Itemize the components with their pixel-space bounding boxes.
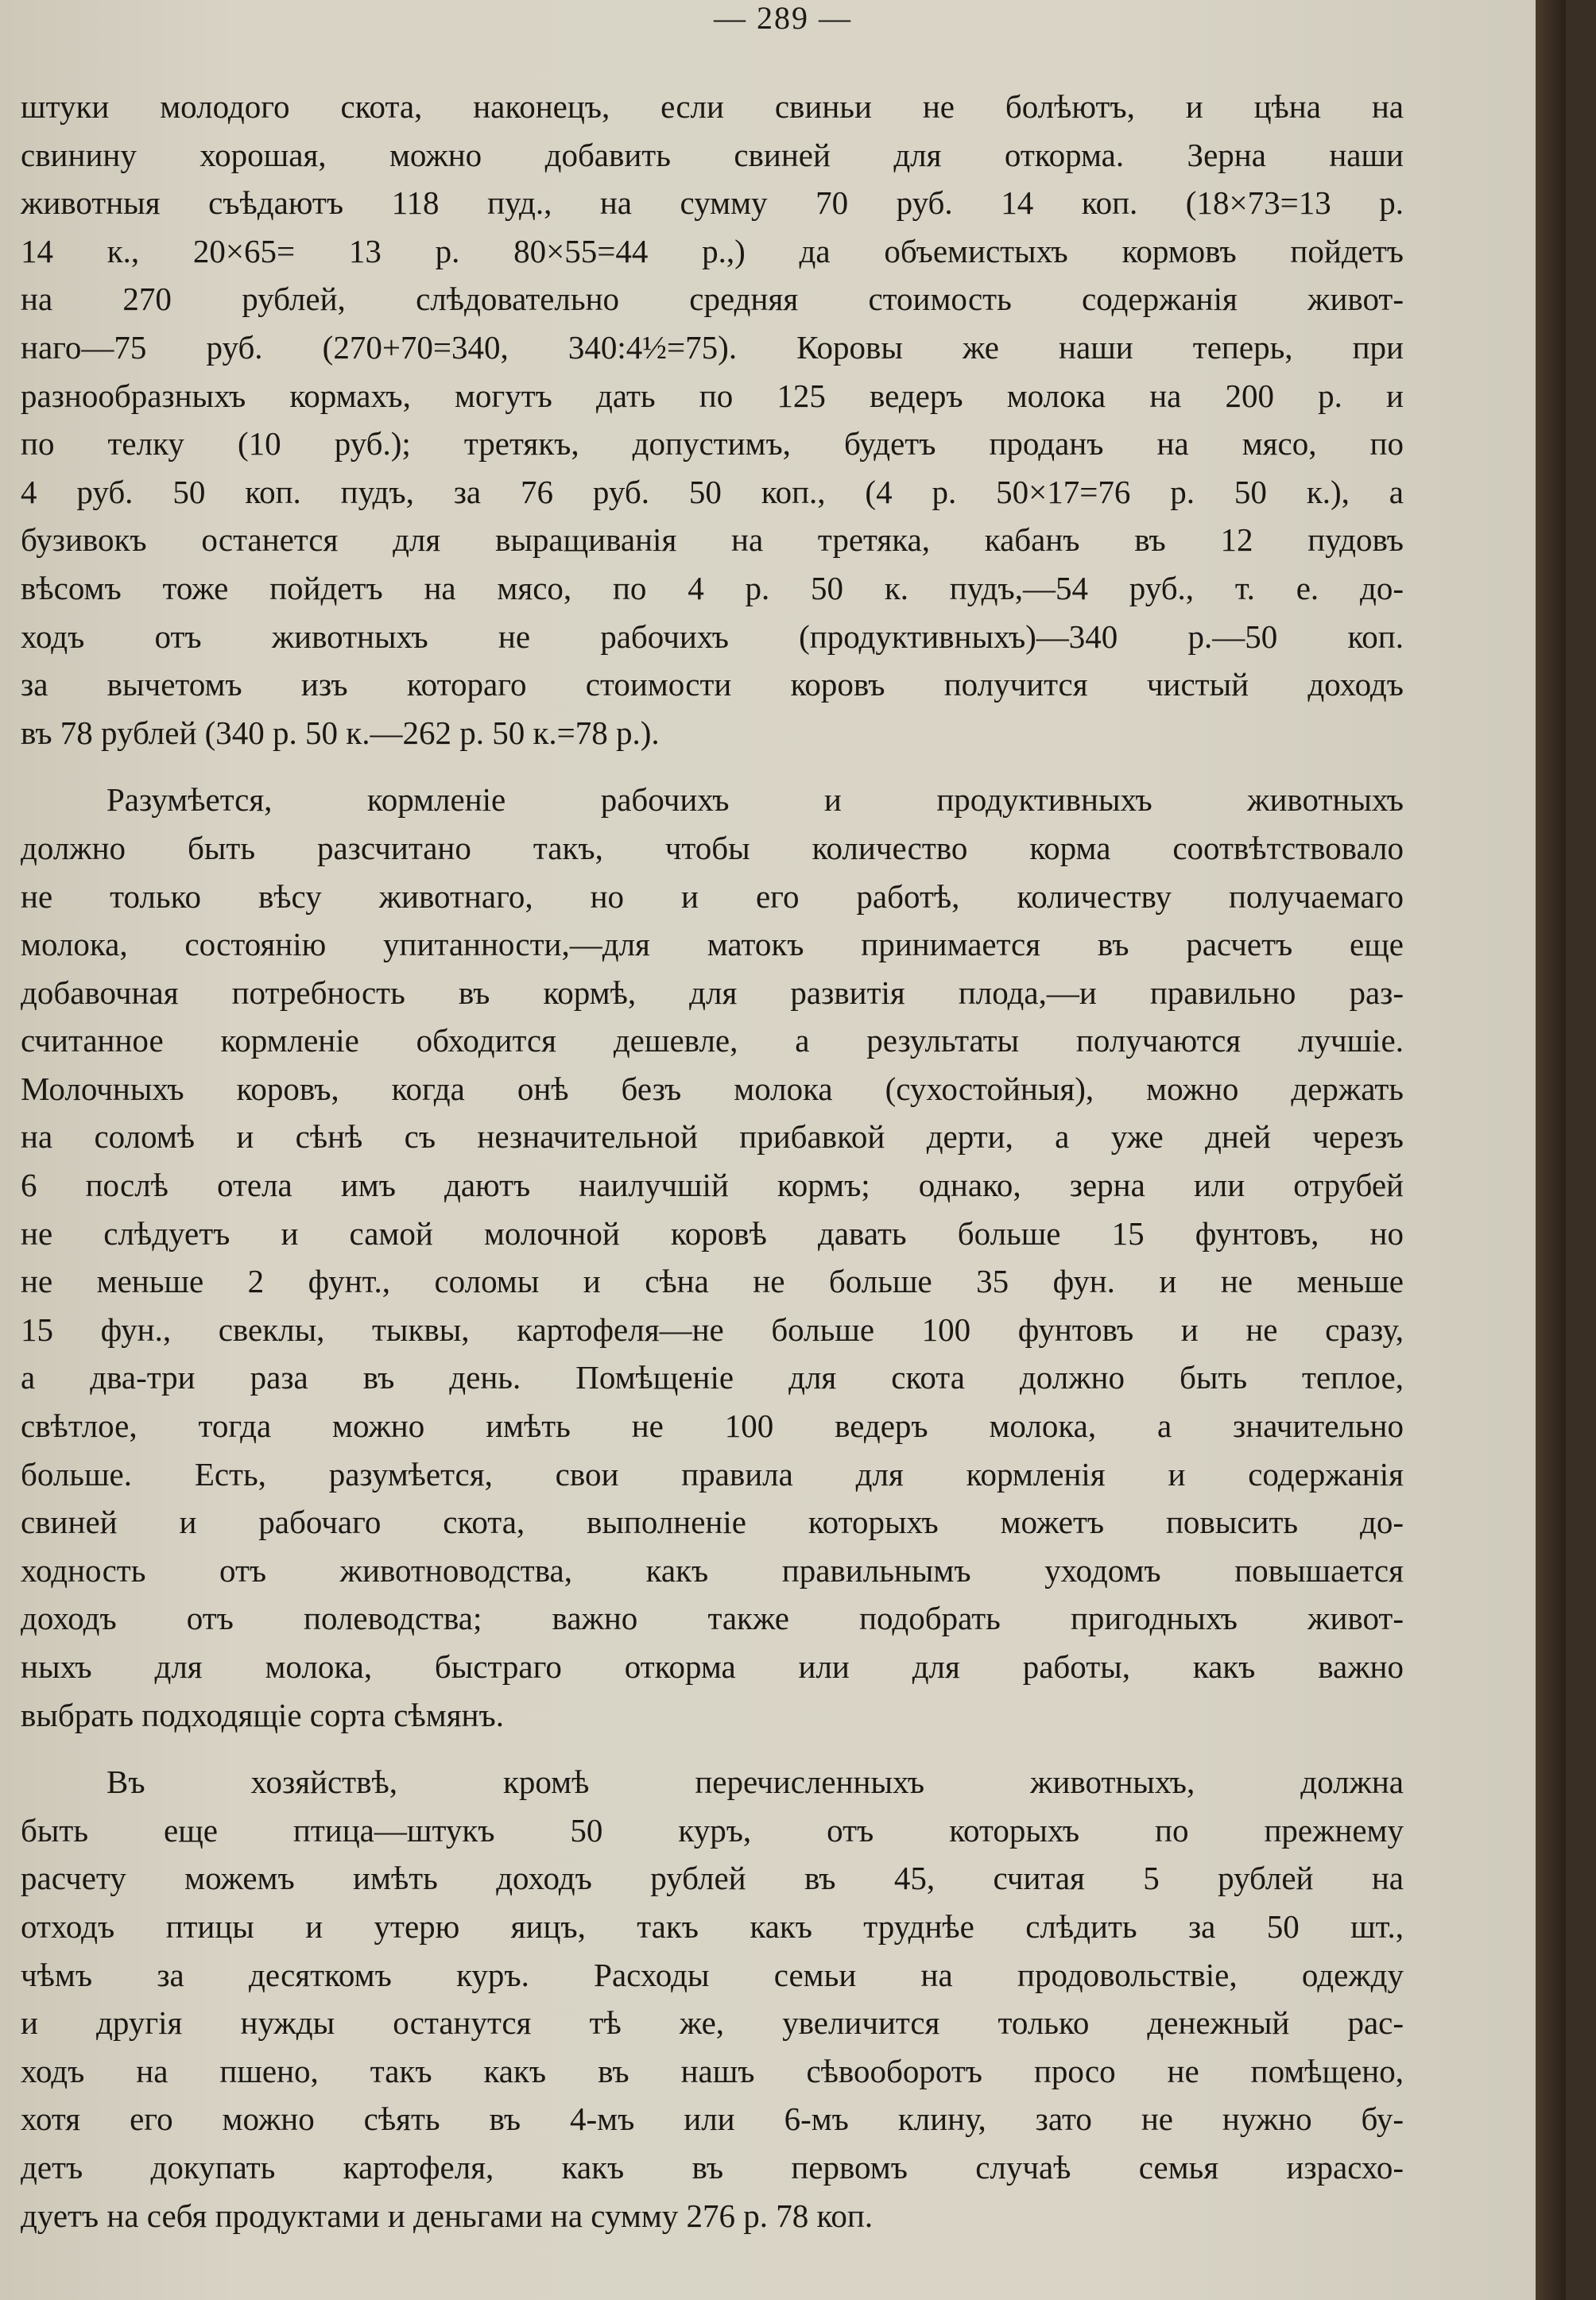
paragraph-2: [21, 776, 1404, 1739]
text-line: больше. Есть, разумѣется, свои правила для кормленія и содержанія: [21, 1455, 1404, 1493]
text-line: хотя его можно сѣять въ 4-мъ или 6-мъ клину, зато не нужно бу-: [21, 2101, 1404, 2138]
text-line: Въ хозяйствѣ, кромѣ перечисленныхъ животныхъ, должна: [107, 1764, 1404, 1801]
text-line: отходъ птицы и утерю яицъ, такъ какъ труднѣе слѣдить за 50 шт.,: [21, 1907, 1404, 1945]
text-line: 14 к., 20×65= 13 р. 80×55=44 р.,) да объемистыхъ кормовъ пойдетъ: [21, 232, 1404, 269]
text-line: 15 фун., свеклы, тыквы, картофеля—не больше 100 фунтовъ и не сразу,: [21, 1311, 1404, 1348]
text-line: свинину хорошая, можно добавить свиней для откорма. Зерна наши: [21, 136, 1404, 173]
text-line: въ 78 рублей (340 р. 50 к.—262 р. 50 к.=78 р.).: [21, 714, 660, 751]
text-line: чѣмъ за десяткомъ куръ. Расходы семьи на продовольствіе, одежду: [21, 1956, 1404, 1993]
text-line: а два-три раза въ день. Помѣщеніе для скота должно быть теплое,: [21, 1359, 1404, 1396]
text-line: выбрать подходящіе сорта сѣмянъ.: [21, 1696, 504, 1733]
paragraph-1: [21, 83, 1404, 757]
text-line: на 270 рублей, слѣдовательно средняя стоимость содержанія живот-: [21, 281, 1404, 318]
text-line: расчету можемъ имѣть доходъ рублей въ 45, считая 5 рублей на: [21, 1860, 1404, 1897]
text-line: ныхъ для молока, быстраго откорма или для работы, какъ важно: [21, 1648, 1404, 1685]
text-line: свиней и рабочаго скота, выполненіе которыхъ можетъ повысить до-: [21, 1504, 1404, 1541]
text-line: бузивокъ останется для выращиванія на третяка, кабанъ въ 12 пудовъ: [21, 521, 1404, 559]
text-line: не меньше 2 фунт., соломы и сѣна не больше 35 фун. и не меньше: [21, 1263, 1404, 1300]
paragraph-3: [21, 1758, 1404, 2240]
body-text: [21, 83, 1404, 2240]
text-line: детъ докупать картофеля, какъ въ первомъ случаѣ семья израсхо-: [21, 2148, 1404, 2186]
text-line: не слѣдуетъ и самой молочной коровѣ давать больше 15 фунтовъ, но: [21, 1214, 1404, 1252]
text-line: Разумѣется, кормленіе рабочихъ и продуктивныхъ животныхъ: [107, 781, 1404, 819]
text-line: молока, состоянію упитанности,—для матокъ принимается въ расчетъ еще: [21, 926, 1404, 963]
text-line: ходъ на пшено, такъ какъ въ нашъ сѣвооборотъ просо не помѣщено,: [21, 2052, 1404, 2089]
text-line: ходность отъ животноводства, какъ правильнымъ уходомъ повышается: [21, 1551, 1404, 1589]
paragraph-gap: [21, 757, 1404, 776]
text-line: не только вѣсу животнаго, но и его работѣ, количеству получаемаго: [21, 877, 1404, 915]
text-line: наго—75 руб. (270+70=340, 340:4½=75). Коровы же наши теперь, при: [21, 328, 1404, 366]
text-line: вѣсомъ тоже пойдетъ на мясо, по 4 р. 50 к. пудъ,—54 руб., т. е. до-: [21, 569, 1404, 606]
text-line: разнообразныхъ кормахъ, могутъ дать по 125 ведеръ молока на 200 р. и: [21, 377, 1404, 414]
text-line: должно быть разсчитано такъ, чтобы количество корма соотвѣтствовало: [21, 829, 1404, 866]
text-line: штуки молодого скота, наконецъ, если свиньи не болѣютъ, и цѣна на: [21, 88, 1404, 125]
text-line: быть еще птица—штукъ 50 куръ, отъ которыхъ по прежнему: [21, 1811, 1404, 1849]
text-line: 6 послѣ отела имъ даютъ наилучшій кормъ; однако, зерна или отрубей: [21, 1167, 1404, 1204]
book-binding-edge: [1536, 0, 1566, 2300]
text-line: животныя съѣдаютъ 118 пуд., на сумму 70 руб. 14 коп. (18×73=13 р.: [21, 184, 1404, 222]
page-number: — 289 —: [714, 0, 852, 36]
text-line: ходъ отъ животныхъ не рабочихъ (продуктивныхъ)—340 р.—50 коп.: [21, 618, 1404, 655]
text-line: добавочная потребность въ кормѣ, для развитія плода,—и правильно раз-: [21, 974, 1404, 1011]
text-line: по телку (10 руб.); третякъ, допустимъ, будетъ проданъ на мясо, по: [21, 425, 1404, 463]
text-line: дуетъ на себя продуктами и деньгами на сумму 276 р. 78 коп.: [21, 2197, 874, 2234]
text-line: доходъ отъ полеводства; важно также подобрать пригодныхъ живот-: [21, 1600, 1404, 1637]
text-line: и другія нужды останутся тѣ же, увеличится только денежный рас-: [21, 2004, 1404, 2042]
text-line: за вычетомъ изъ котораго стоимости коровъ получится чистый доходъ: [21, 666, 1404, 703]
text-line: считанное кормленіе обходится дешевле, а результаты получаются лучшіе.: [21, 1022, 1404, 1059]
text-line: свѣтлое, тогда можно имѣть не 100 ведеръ молока, а значительно: [21, 1407, 1404, 1445]
text-line: на соломѣ и сѣнѣ съ незначительной прибавкой дерти, а уже дней черезъ: [21, 1118, 1404, 1156]
text-line: Молочныхъ коровъ, когда онѣ безъ молока (сухостойныя), можно держать: [21, 1070, 1404, 1107]
paragraph-gap: [21, 1739, 1404, 1758]
text-line: 4 руб. 50 коп. пудъ, за 76 руб. 50 коп., (4 р. 50×17=76 р. 50 к.), а: [21, 473, 1404, 510]
